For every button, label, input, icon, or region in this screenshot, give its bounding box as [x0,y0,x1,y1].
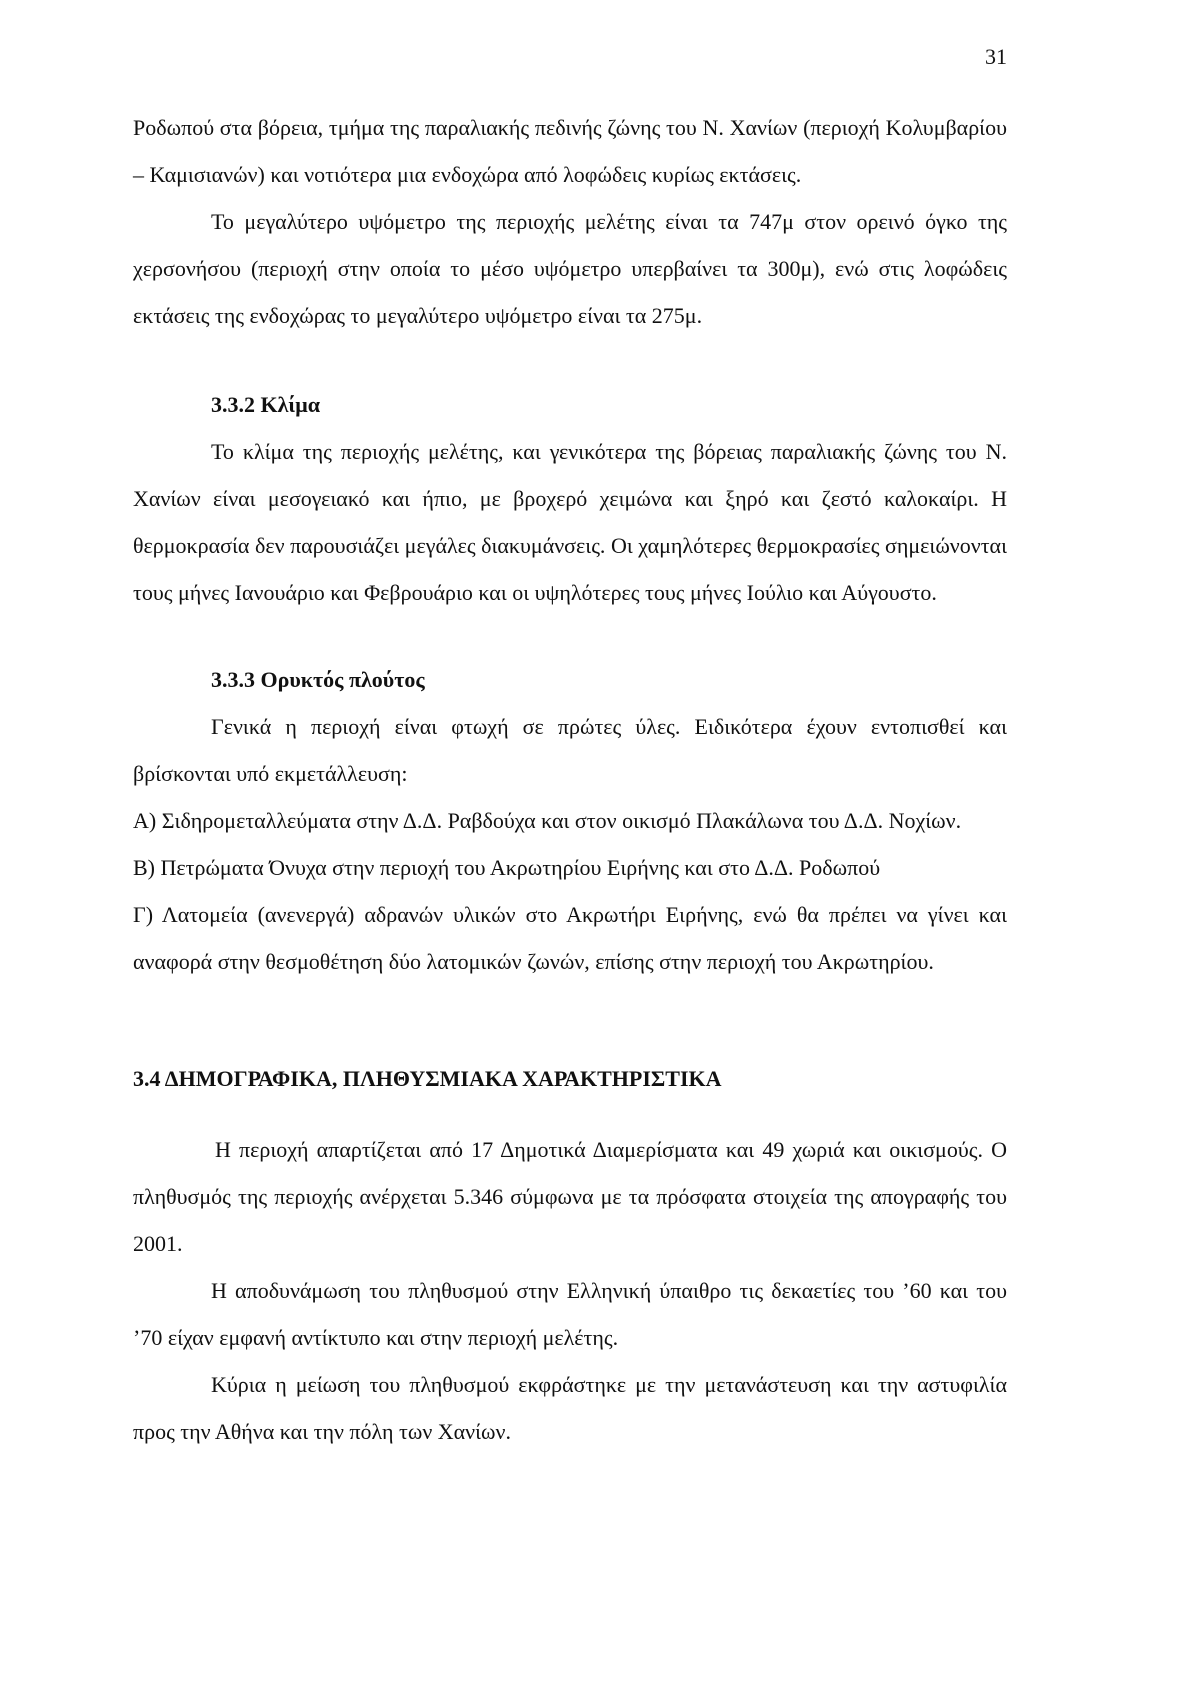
document-body [133,104,1007,1455]
intro-paragraph-1: Ροδωπού στα βόρεια, τμήμα της παραλιακής πεδινής ζώνης του Ν. Χανίων (περιοχή Κολυμβαρίου – Καμισιανών) και νοτιότερα μια ενδοχώρα από λοφώδεις κυρίως εκτάσεις. [133,115,1007,187]
minerals-paragraph: Γενικά η περιοχή είναι φτωχή σε πρώτες ύλες. Ειδικότερα έχουν εντοπισθεί και βρίσκονται υπό εκμετάλλευση: [133,714,1007,786]
minerals-heading: 3.3.3 Ορυκτός πλούτος [211,667,425,692]
demographics-paragraph-2: Η αποδυνάμωση του πληθυσμού στην Ελληνική ύπαιθρο τις δεκαετίες του ’60 και του ’70 είχαν εμφανή αντίκτυπο και στην περιοχή μελέτης. [133,1278,1007,1350]
demographics-paragraph-3: Κύρια η μείωση του πληθυσμού εκφράστηκε με την μετανάστευση και την αστυφιλία προς την Αθήνα και την πόλη των Χανίων. [133,1372,1007,1444]
demographics-paragraph-1: Η περιοχή απαρτίζεται από 17 Δημοτικά Διαμερίσματα και 49 χωριά και οικισμούς. Ο πληθυσμός της περιοχής ανέρχεται 5.346 σύμφωνα με τα πρόσφατα στοιχεία της απογραφής του 2001. [133,1137,1007,1256]
climate-paragraph: Το κλίμα της περιοχής μελέτης, και γενικότερα της βόρειας παραλιακής ζώνης του Ν. Χανίων είναι μεσογειακό και ήπιο, με βροχερό χειμώνα και ξηρό και ζεστό καλοκαίρι. Η θερμοκρασία δεν παρουσιάζει μεγάλες διακυμάνσεις. Οι χαμηλότερες θερμοκρασίες σημειώνονται τους μήνες Ιανουάριο και Φεβρουάριο και οι υψηλότερες τους μήνες Ιούλιο και Αύγουστο. [133,439,1007,605]
page-number: 31 [985,44,1007,69]
demographics-heading: 3.4 ΔΗΜΟΓΡΑΦΙΚΑ, ΠΛΗΘΥΣΜΙΑΚΑ ΧΑΡΑΚΤΗΡΙΣΤΙΚΑ [133,1066,722,1091]
minerals-item-a: Α) Σιδηρομεταλλεύματα στην Δ.Δ. Ραβδούχα και στον οικισμό Πλακάλωνα του Δ.Δ. Νοχίων. [133,808,962,833]
minerals-item-c: Γ) Λατομεία (ανενεργά) αδρανών υλικών στο Ακρωτήρι Ειρήνης, ενώ θα πρέπει να γίνει και αναφορά στην θεσμοθέτηση δύο λατομικών ζωνών, επίσης στην περιοχή του Ακρωτηρίου. [133,902,1007,974]
intro-paragraph-2: Το μεγαλύτερο υψόμετρο της περιοχής μελέτης είναι τα 747μ στον ορεινό όγκο της χερσονήσου (περιοχή στην οποία το μέσο υψόμετρο υπερβαίνει τα 300μ), ενώ στις λοφώδεις εκτάσεις της ενδοχώρας το μεγαλύτερο υψόμετρο είναι τα 275μ. [133,209,1007,328]
minerals-item-b: Β) Πετρώματα Όνυχα στην περιοχή του Ακρωτηρίου Ειρήνης και στο Δ.Δ. Ροδωπού [133,855,881,880]
climate-heading: 3.3.2 Κλίμα [211,392,320,417]
